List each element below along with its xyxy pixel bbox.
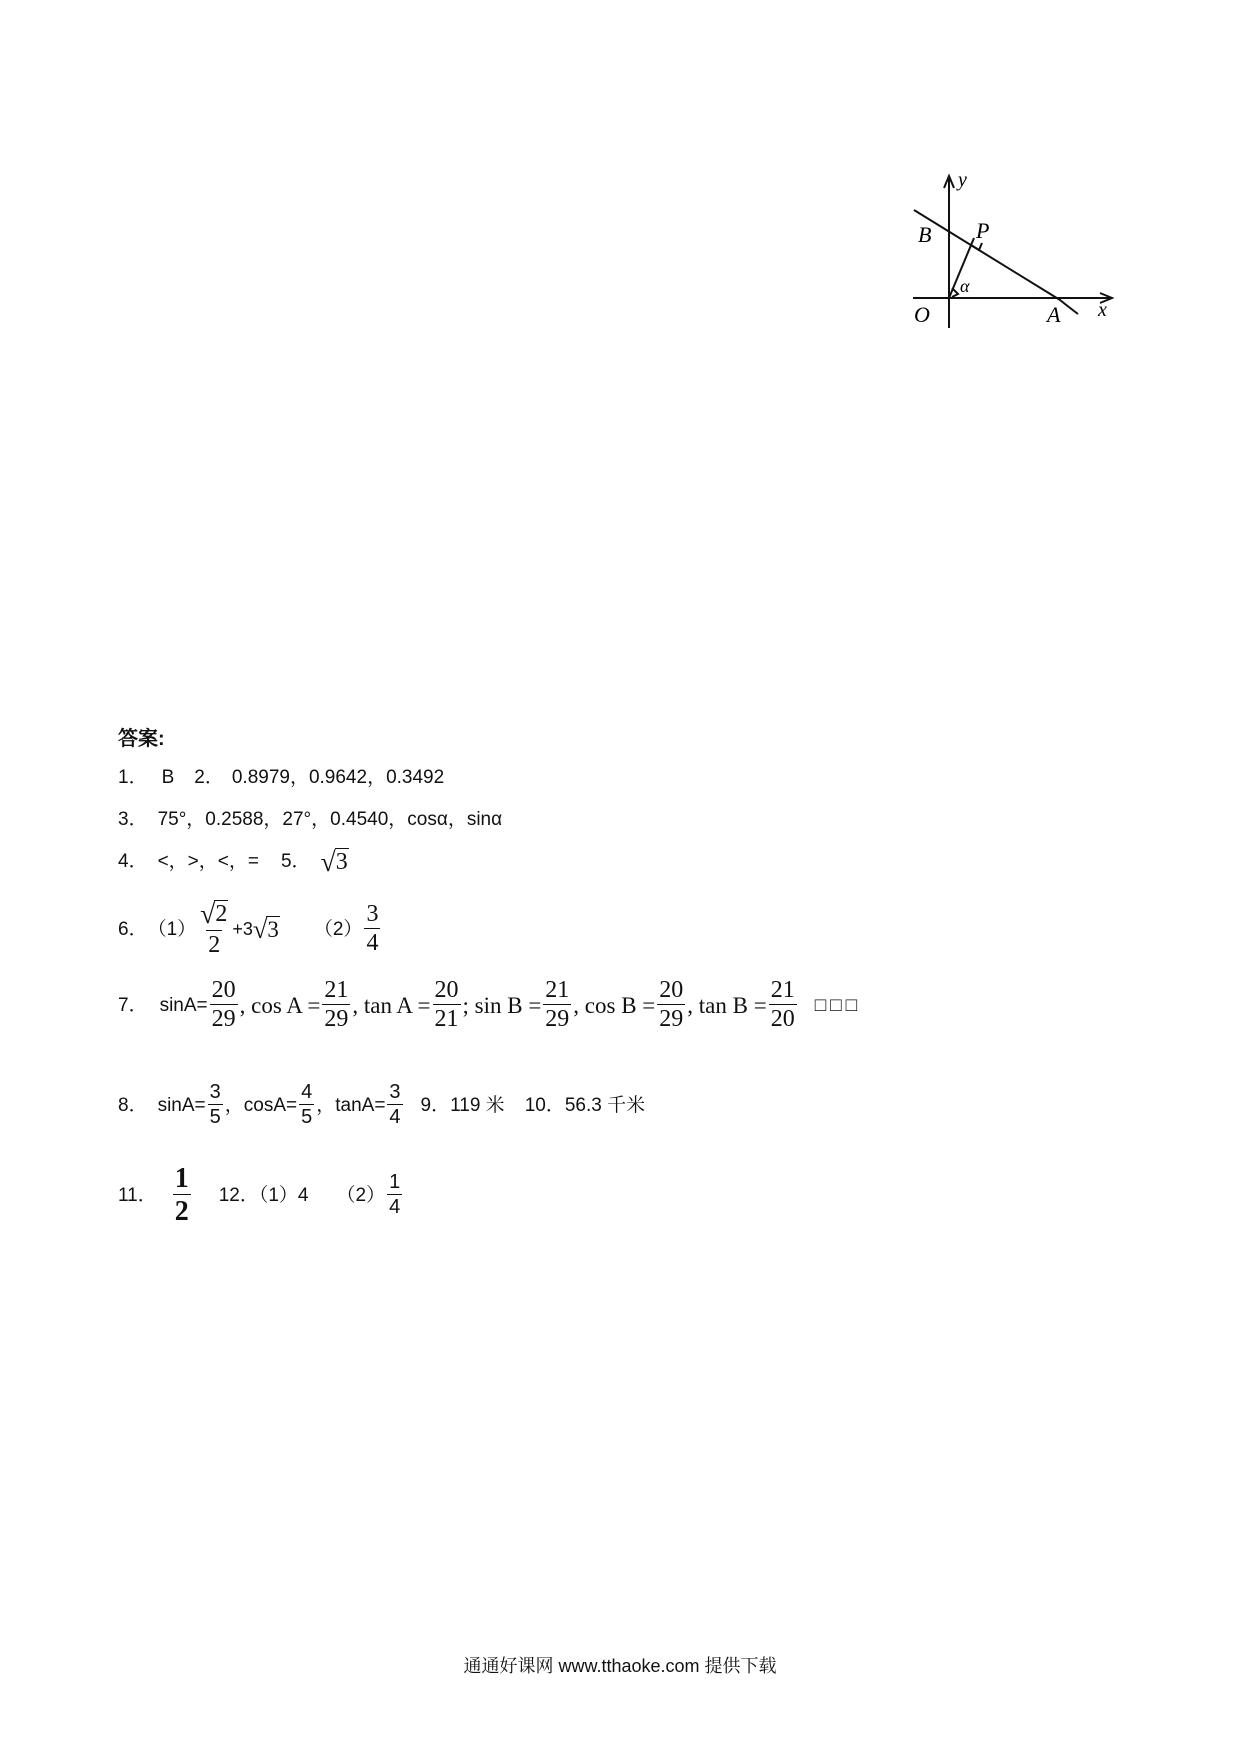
label-x: x [1098,299,1107,321]
label-p: P [976,218,990,243]
q5-number: 5． [280,851,311,873]
q8-sina-label: sinA= [157,1094,206,1116]
q7-cosb-label: , cos B = [573,992,656,1018]
q2-number: 2． [194,767,224,788]
q5-sqrt: √ 3 [320,846,348,877]
q2-answer: 0.8979，0.9642，0.3492 [231,767,445,788]
q3-number: 3． [118,809,148,830]
label-a: A [1047,302,1061,327]
q11-fraction: $\frac{1}{2}$ [174,1163,189,1228]
q5-radicand: 3 [335,849,348,875]
q10-answer: 10．56.3 千米 [524,1094,646,1116]
q1-number: 1． [118,767,148,788]
q6-fraction-2 [364,902,380,956]
answer-line-3 [118,810,502,829]
q8-tana-label: ，tanA= [316,1094,386,1116]
q7-fraction-cosa: $\frac{21}{29}$ [324,977,349,1033]
q6-denominator: 2 [208,932,221,959]
q4-number: 4． [118,851,148,873]
q11-number: 11． [118,1184,157,1206]
q6-part2: （2） [313,918,363,940]
q6-denominator-2: 4 [366,930,379,957]
q7-cosa-label: , cos A = [239,992,321,1018]
q6-numerator-2: 3 [366,901,379,927]
q7-tana-label: , tan A = [352,992,431,1018]
q7-tanb-label: , tan B = [687,992,767,1018]
q7-fraction-tana: $\frac{20}{21}$ [434,977,459,1033]
q1-answer: B [161,767,175,788]
q12-fraction: $\frac{1}{4}$ [389,1171,401,1219]
answer-line-6 [118,900,382,958]
q9-answer: 9．119 米 [420,1094,505,1116]
q7-sina-label: sinA= [159,994,208,1016]
q8-fraction-sina: $\frac{3}{5}$ [209,1081,221,1128]
q8-number: 8． [118,1094,148,1116]
geometry-figure [900,170,1130,330]
q4-answer: <，>，<，= [157,851,259,873]
q6-fraction-1: √ 2 2 [200,898,228,959]
q6-plus: +3 [232,919,253,940]
q8-cosa-label: ，cosA= [224,1094,298,1116]
answers-title: 答案: [118,728,165,750]
q6-sqrt: √ 3 [252,913,279,944]
label-y: y [958,170,967,191]
label-b: B [918,222,932,247]
q12-part2: （2） [336,1184,386,1206]
q8-fraction-tana: $\frac{3}{4}$ [389,1081,401,1128]
answer-line-7 [118,978,861,1032]
q7-fraction-tanb: $\frac{21}{20}$ [770,977,795,1033]
q6-radicand: 3 [267,916,279,942]
label-alpha: α [960,276,970,296]
q7-tail-glyphs: □□□ [814,994,862,1016]
q7-fraction-sina: $\frac{20}{29}$ [211,977,236,1033]
q6-numerator-radicand: 2 [215,901,228,927]
label-o: O [914,302,930,327]
answer-line-8 [118,1082,645,1128]
q6-part1: （1） [147,918,197,940]
answer-line-4 [118,848,349,876]
q7-fraction-sinb: $\frac{21}{29}$ [545,977,570,1033]
q7-sinb-label: ; sin B = [462,992,542,1018]
answer-line-11 [118,1164,404,1227]
q8-fraction-cosa: $\frac{4}{5}$ [301,1081,313,1128]
answer-line-1 [118,768,444,787]
q7-number: 7． [118,994,148,1016]
footer-source: 通通好课网 www.tthaoke.com 提供下载 [463,1656,777,1676]
q3-answer: 75°，0.2588，27°，0.4540，cosα，sinα [157,809,503,830]
q6-number: 6． [118,918,148,940]
q7-fraction-cosb: $\frac{20}{29}$ [659,977,684,1033]
q12-answer: 12．（1）4 [218,1184,309,1206]
